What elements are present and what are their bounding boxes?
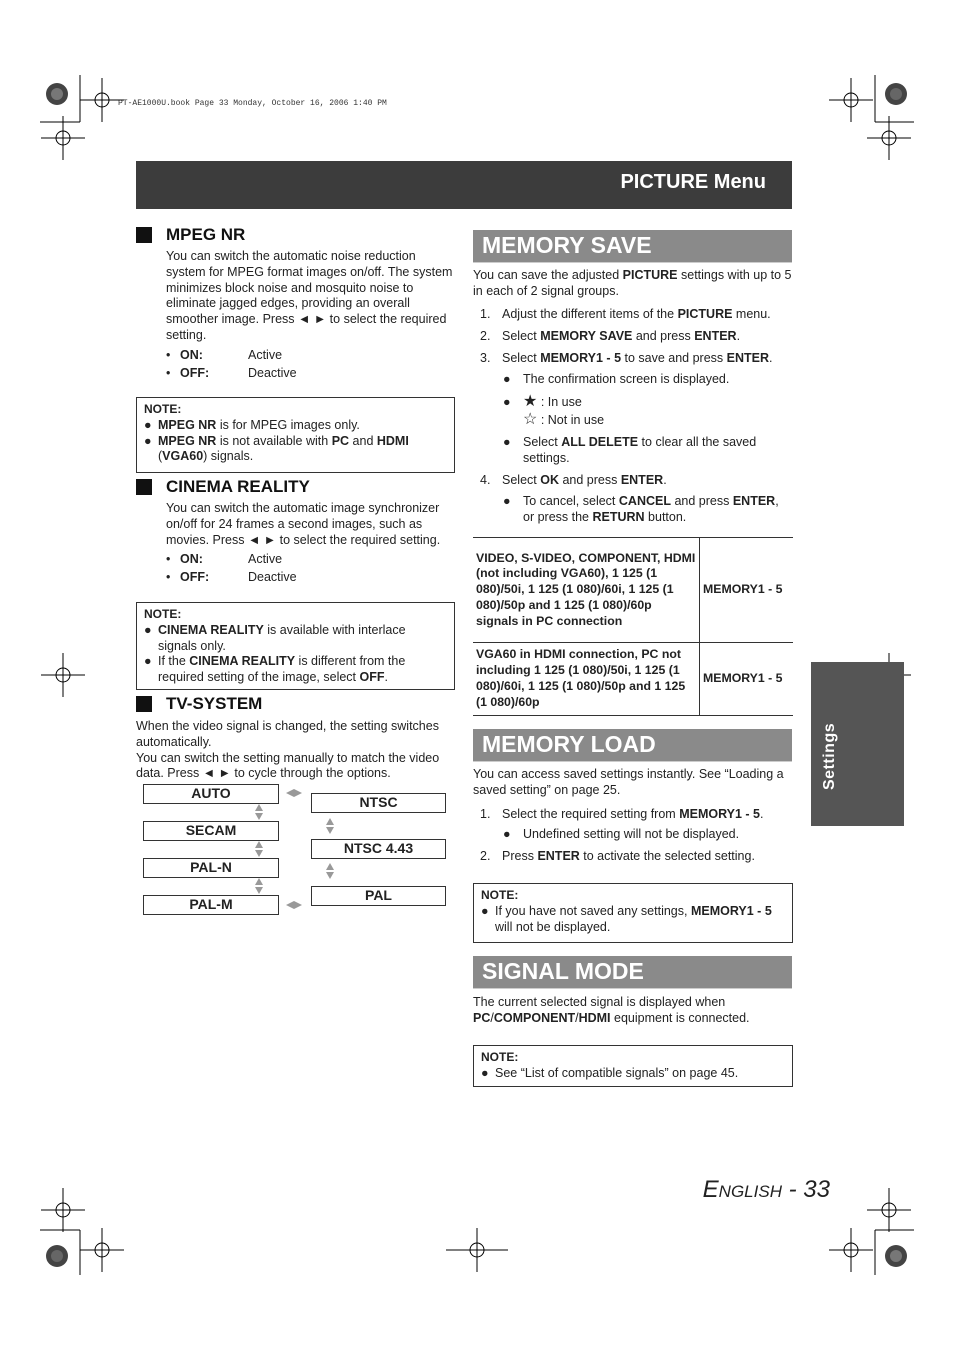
square-bullet-icon bbox=[136, 479, 152, 495]
crosshair-icon bbox=[80, 1228, 124, 1272]
cinema-reality-body: You can switch the automatic image synchronizer on/off for 24 frames a second images, such as movies. Press ◄ ► to select the required setting. bbox=[166, 501, 441, 547]
note-item: ● MPEG NR is not available with PC and HDMI (VGA60) signals. bbox=[144, 433, 409, 464]
memory-load-section bbox=[473, 767, 793, 864]
note-item: ● MPEG NR is for MPEG images only. bbox=[144, 417, 360, 432]
print-info: PT-AE1000U.book Page 33 Monday, October 16, 2006 1:40 PM bbox=[118, 99, 387, 108]
square-bullet-icon bbox=[136, 227, 152, 243]
section-heading: MPEG NR bbox=[136, 225, 456, 245]
mpeg-nr-note bbox=[136, 397, 455, 473]
table-cell: MEMORY1 - 5 bbox=[700, 538, 794, 643]
memory-load-banner: MEMORY LOAD bbox=[473, 729, 792, 762]
memory-save-section bbox=[473, 268, 793, 525]
section-heading: TV-SYSTEM bbox=[136, 694, 456, 714]
double-arrow-vertical-icon bbox=[255, 804, 263, 820]
step-item: 2. Press ENTER to activate the selected setting. bbox=[480, 848, 755, 863]
step-item: 4. Select OK and press ENTER. bbox=[480, 472, 667, 487]
tv-option-ntsc: NTSC bbox=[311, 793, 446, 813]
tv-system-body-1: When the video signal is changed, the setting switches automatically. bbox=[136, 719, 439, 749]
tv-option-pal-m: PAL-M bbox=[143, 895, 279, 915]
step-item: 2. Select MEMORY SAVE and press ENTER. bbox=[480, 328, 741, 343]
sub-item: ● Select ALL DELETE to clear all the saved settings. bbox=[503, 434, 757, 465]
cinema-reality-section bbox=[136, 477, 456, 586]
crosshair-icon bbox=[867, 116, 911, 160]
section-heading: CINEMA REALITY bbox=[136, 477, 456, 497]
signal-mode-intro: The current selected signal is displayed when PC/COMPONENT/HDMI equipment is connected. bbox=[473, 995, 750, 1025]
signal-mode-note bbox=[473, 1045, 793, 1087]
sub-item: ● To cancel, select CANCEL and press ENTER, or press the RETURN button. bbox=[503, 493, 779, 524]
note-heading: NOTE: bbox=[144, 607, 182, 621]
crosshair-icon bbox=[829, 1228, 873, 1272]
cinema-reality-note bbox=[136, 602, 455, 690]
tv-option-pal-n: PAL-N bbox=[143, 858, 279, 878]
step-item: 1. Select the required setting from MEMORY1 - 5. bbox=[480, 806, 764, 821]
double-arrow-vertical-icon bbox=[326, 818, 334, 834]
crosshair-icon bbox=[41, 653, 85, 697]
sub-item: ● Undefined setting will not be displayed. bbox=[503, 826, 740, 841]
memory-save-intro: You can save the adjusted PICTURE settings with up to 5 in each of 2 signal groups. bbox=[473, 268, 792, 298]
tv-option-pal: PAL bbox=[311, 886, 446, 906]
star-filled-icon: ★ bbox=[523, 392, 538, 410]
crosshair-icon bbox=[446, 1228, 508, 1272]
double-arrow-vertical-icon bbox=[255, 841, 263, 857]
signal-memory-table bbox=[473, 537, 793, 716]
note-item: ● If the CINEMA REALITY is different from the required setting of the image, select OFF. bbox=[144, 654, 406, 685]
double-arrow-horizontal-icon bbox=[286, 789, 302, 797]
tv-system-body-2: You can switch the setting manually to match the video data. Press ◄ ► to cycle through the options. bbox=[136, 750, 440, 781]
mpeg-nr-body: You can switch the automatic noise reduction system for MPEG format images on/off. The system minimizes block noise and mosquito noise to eliminate jagged edges, providing an overall smoother image. Press ◄ ► to select the required setting. bbox=[166, 249, 453, 342]
double-arrow-horizontal-icon bbox=[286, 901, 302, 909]
mpeg-nr-section bbox=[136, 225, 456, 382]
note-heading: NOTE: bbox=[144, 402, 182, 416]
note-heading: NOTE: bbox=[481, 1050, 519, 1064]
page-header bbox=[136, 161, 792, 209]
crosshair-icon bbox=[41, 116, 85, 160]
step-item: 3. Select MEMORY1 - 5 to save and press ENTER. bbox=[480, 350, 773, 365]
tv-option-secam: SECAM bbox=[143, 821, 279, 841]
side-tab-label: Settings bbox=[821, 722, 838, 790]
step-item: 1. Adjust the different items of the PICTURE menu. bbox=[480, 306, 771, 321]
double-arrow-vertical-icon bbox=[255, 878, 263, 894]
note-item: ● CINEMA REALITY is available with interlace signals only. bbox=[144, 622, 406, 653]
crosshair-icon bbox=[867, 1188, 911, 1232]
option-row: • ON: Active bbox=[166, 347, 283, 362]
color-target-icon bbox=[46, 1245, 68, 1267]
side-tab bbox=[811, 662, 904, 826]
note-item: ● See “List of compatible signals” on page 45. bbox=[481, 1065, 739, 1080]
tv-option-ntsc-443: NTSC 4.43 bbox=[311, 839, 446, 859]
tv-option-auto: AUTO bbox=[143, 784, 279, 804]
color-target-icon bbox=[885, 1245, 907, 1267]
color-target-icon bbox=[46, 83, 68, 105]
memory-load-intro: You can access saved settings instantly. See “Loading a saved setting” on page 25. bbox=[473, 767, 784, 797]
sub-item: ● The confirmation screen is displayed. bbox=[503, 371, 730, 386]
crosshair-icon bbox=[829, 78, 873, 122]
tv-system-section bbox=[136, 694, 456, 782]
color-target-icon bbox=[885, 83, 907, 105]
signal-mode-banner: SIGNAL MODE bbox=[473, 956, 792, 989]
option-row: • ON: Active bbox=[166, 552, 283, 567]
option-row: • OFF: Deactive bbox=[166, 365, 297, 380]
sub-item: ● ★ : In use bbox=[503, 392, 582, 410]
table-cell: VGA60 in HDMI connection, PC not including 1 125 (1 080)/50i, 1 125 (1 080)/60i, 1 125 (1 080)/50p and 1 125 (1 080)/60p bbox=[473, 643, 700, 716]
memory-save-banner: MEMORY SAVE bbox=[473, 230, 792, 263]
page-number: ENGLISH - 33 bbox=[702, 1176, 830, 1203]
note-item: ● If you have not saved any settings, MEMORY1 - 5 will not be displayed. bbox=[481, 903, 772, 934]
double-arrow-vertical-icon bbox=[326, 863, 334, 879]
memory-load-note bbox=[473, 883, 793, 943]
star-outline-icon: ☆ bbox=[523, 410, 538, 428]
crosshair-icon bbox=[41, 1188, 85, 1232]
note-heading: NOTE: bbox=[481, 888, 519, 902]
square-bullet-icon bbox=[136, 696, 152, 712]
table-row bbox=[473, 538, 793, 643]
table-cell: MEMORY1 - 5 bbox=[700, 643, 794, 716]
sub-item: ☆ : Not in use bbox=[523, 410, 605, 428]
table-row bbox=[473, 643, 793, 716]
option-row: • OFF: Deactive bbox=[166, 570, 297, 585]
page-title: PICTURE Menu bbox=[620, 171, 766, 193]
crosshair-icon bbox=[80, 78, 124, 122]
table-cell: VIDEO, S-VIDEO, COMPONENT, HDMI (not including VGA60), 1 125 (1 080)/50i, 1 125 (1 080)/60i, 1 125 (1 080)/50p and 1 125 (1 080)/60p signals in PC connection bbox=[473, 538, 700, 643]
tv-cycle-arrows bbox=[250, 784, 350, 914]
